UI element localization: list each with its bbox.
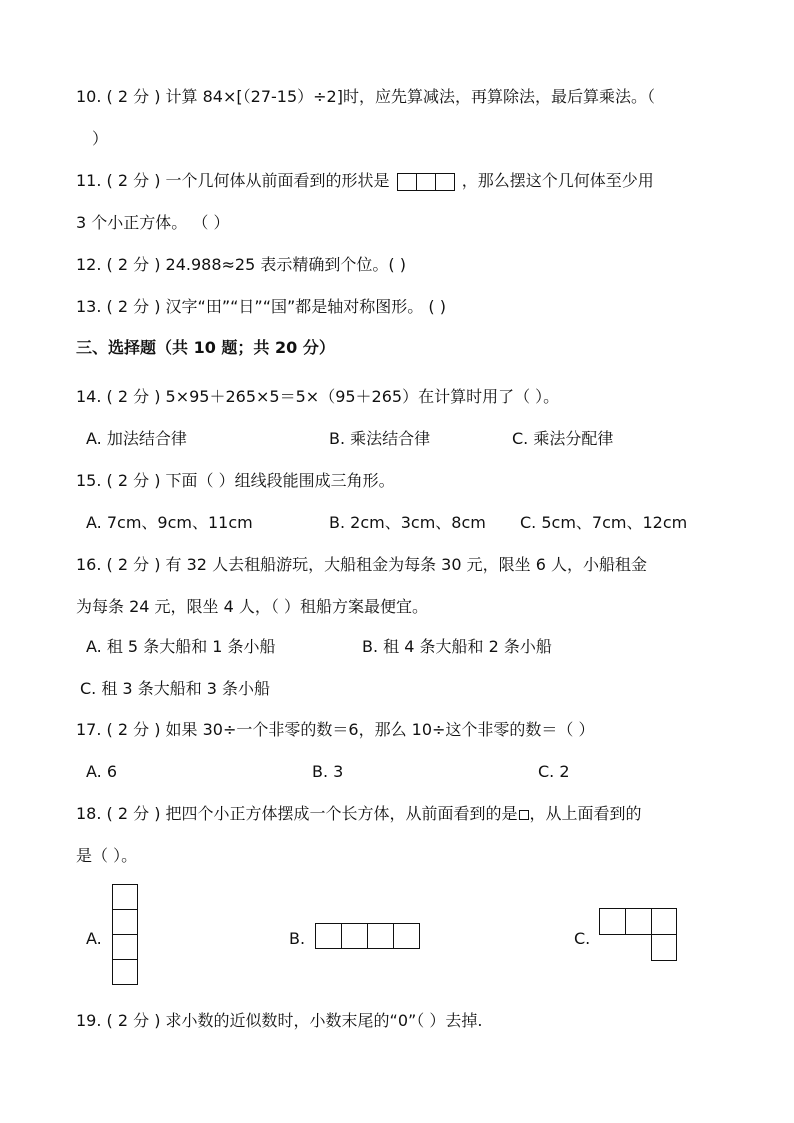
q14-option-b: B. 乘法结合律 — [329, 429, 431, 448]
q10-line1: 10. ( 2 分 ) 计算 84×[（27-15）÷2]时，应先算减法，再算除法，最后算乘法。（ — [76, 87, 655, 106]
q13-text: 13. ( 2 分 ) 汉字“田”“日”“国”都是轴对称图形。 ( ) — [76, 297, 446, 316]
figure-cell — [112, 909, 138, 935]
q11-line2: 3 个小正方体。 （ ） — [76, 213, 230, 232]
q16-option-b: B. 租 4 条大船和 2 条小船 — [362, 637, 552, 656]
q15-option-a: A. 7cm、9cm、11cm — [86, 513, 253, 532]
q18-option-c-label: C. — [574, 929, 591, 948]
q16-option-a: A. 租 5 条大船和 1 条小船 — [86, 637, 276, 656]
q16-option-c: C. 租 3 条大船和 3 条小船 — [80, 679, 271, 698]
q19-text: 19. ( 2 分 ) 求小数的近似数时，小数末尾的“0”（ ）去掉. — [76, 1011, 483, 1030]
small-square-icon — [519, 810, 529, 820]
figure-cell — [393, 923, 420, 949]
q17-option-a: A. 6 — [86, 762, 118, 781]
q18-option-c-figure — [599, 908, 677, 961]
section-title: 三、选择题（共 10 题；共 20 分） — [76, 338, 335, 357]
q16-line2: 为每条 24 元，限坐 4 人，（ ）租船方案最便宜。 — [76, 597, 428, 616]
q18-line1 — [76, 803, 642, 825]
q17-option-b: B. 3 — [312, 762, 344, 781]
q14-option-a: A. 加法结合律 — [86, 429, 187, 448]
q10-line2: ） — [92, 129, 109, 148]
figure-cell — [315, 923, 342, 949]
q11-line1 — [76, 170, 654, 192]
figure-cell — [625, 908, 652, 935]
q18-text-part1: 18. ( 2 分 ) 把四个小正方体摆成一个长方体，从前面看到的是 — [76, 804, 518, 823]
figure-cell — [651, 908, 677, 935]
q15-option-c: C. 5cm、7cm、12cm — [520, 513, 688, 532]
q15-option-b: B. 2cm、3cm、8cm — [329, 513, 486, 532]
figure-cell — [599, 908, 626, 935]
figure-cell — [112, 934, 138, 960]
q12-text: 12. ( 2 分 ) 24.988≈25 表示精确到个位。( ) — [76, 255, 406, 274]
figure-cell — [341, 923, 368, 949]
q11-front-view-figure — [397, 173, 455, 191]
q16-line1: 16. ( 2 分 ) 有 32 人去租船游玩，大船租金为每条 30 元，限坐 6 人，小船租金 — [76, 555, 647, 574]
figure-cell — [416, 173, 436, 191]
q18-text-part2: ，从上面看到的 — [529, 804, 642, 823]
figure-cell — [367, 923, 394, 949]
figure-cell — [651, 934, 677, 961]
q14-text: 14. ( 2 分 ) 5×95＋265×5＝5×（95＋265）在计算时用了（ ）。 — [76, 387, 560, 406]
q18-line2: 是（ ）。 — [76, 846, 138, 865]
q14-option-c: C. 乘法分配律 — [512, 429, 614, 448]
q17-option-c: C. 2 — [538, 762, 570, 781]
q18-option-b-label: B. — [289, 929, 306, 948]
figure-cell — [397, 173, 417, 191]
q17-text: 17. ( 2 分 ) 如果 30÷一个非零的数＝6，那么 10÷这个非零的数＝（ ） — [76, 720, 595, 739]
q11-text-part2: ，那么摆这个几何体至少用 — [461, 171, 654, 190]
figure-cell — [435, 173, 455, 191]
q11-text-part1: 11. ( 2 分 ) 一个几何体从前面看到的形状是 — [76, 171, 390, 190]
q18-option-a-figure — [112, 884, 138, 988]
figure-cell — [112, 884, 138, 910]
figure-cell — [112, 959, 138, 985]
q18-option-a-label: A. — [86, 929, 102, 948]
q15-text: 15. ( 2 分 ) 下面（ ）组线段能围成三角形。 — [76, 471, 395, 490]
q18-option-b-figure — [315, 923, 419, 949]
